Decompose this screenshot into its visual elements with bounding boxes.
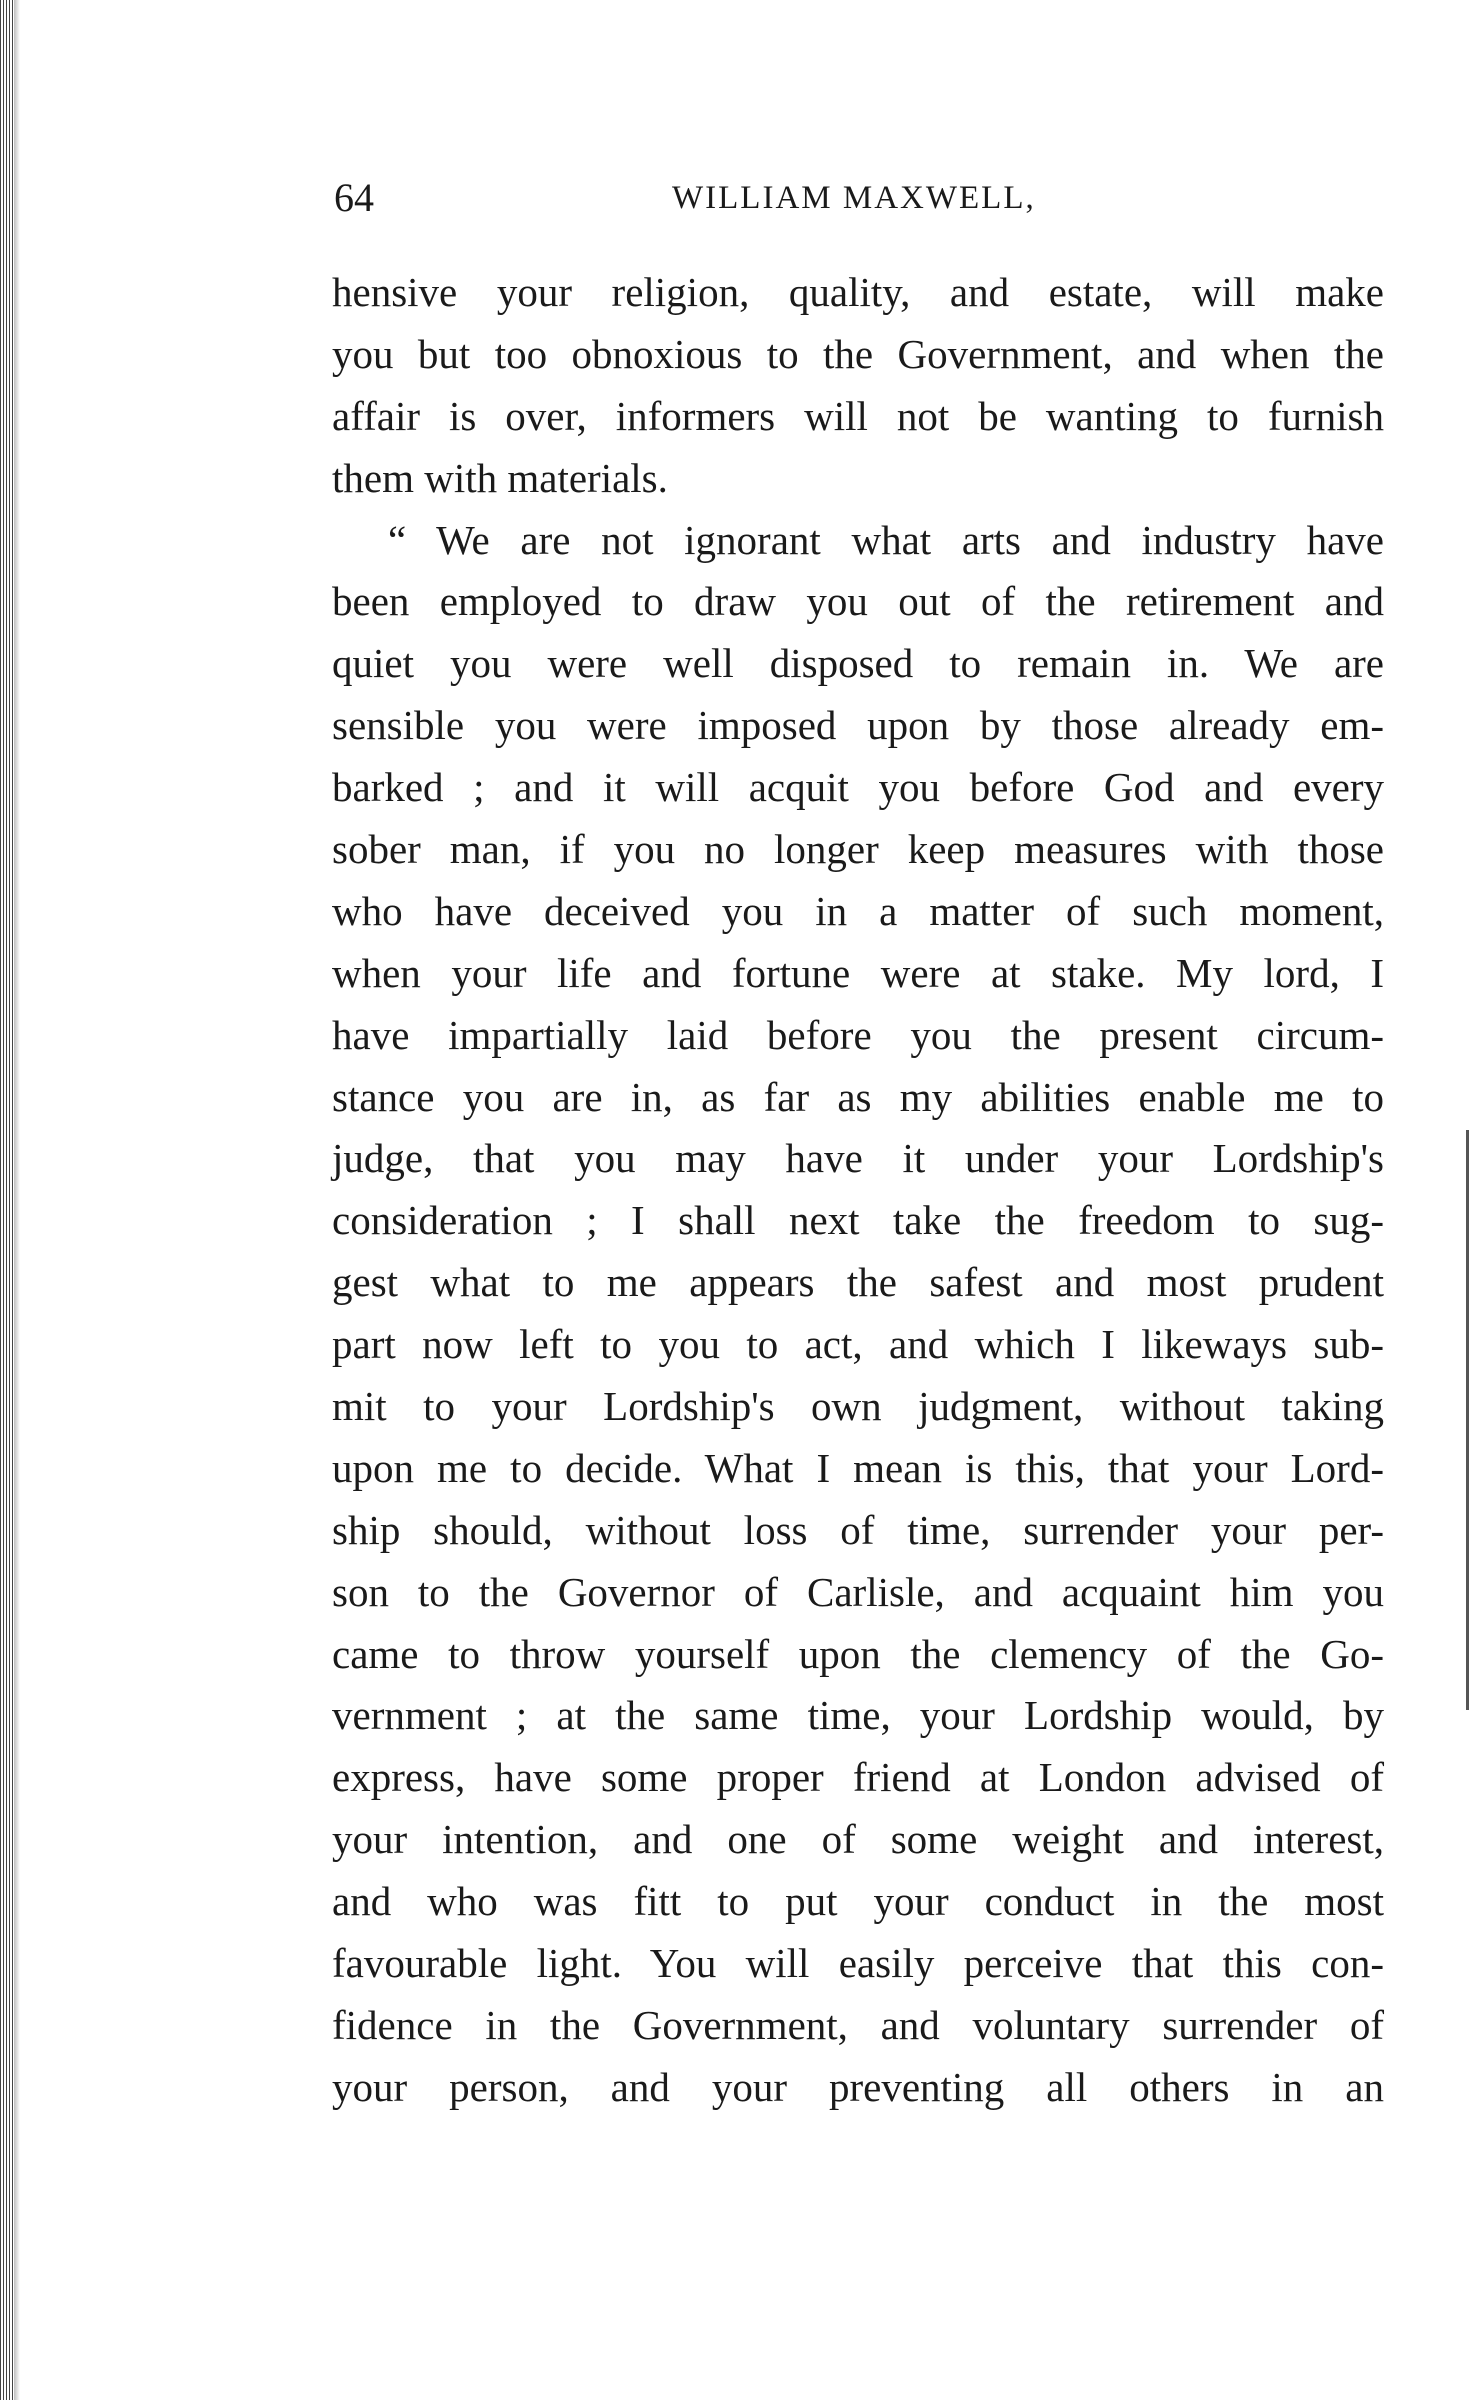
page-edge-mark bbox=[1466, 1130, 1469, 1710]
text-line: mit to your Lordship's own judgment, without taking bbox=[332, 1383, 1384, 1430]
text-line: you but too obnoxious to the Government, and when the bbox=[332, 330, 1384, 377]
text-line: came to throw yourself upon the clemency of the Go- bbox=[332, 1630, 1384, 1677]
text-line: judge, that you may have it under your Lordship's bbox=[332, 1135, 1384, 1182]
text-line: gest what to me appears the safest and most prudent bbox=[332, 1259, 1384, 1306]
text-line: been employed to draw you out of the retirement and bbox=[332, 578, 1384, 625]
text-line: favourable light. You will easily perceive that this con- bbox=[332, 1940, 1384, 1987]
text-line: consideration ; I shall next take the freedom to sug- bbox=[332, 1197, 1384, 1244]
text-line: barked ; and it will acquit you before God and every bbox=[332, 764, 1384, 811]
text-line: fidence in the Government, and voluntary surrender of bbox=[332, 2001, 1384, 2048]
page-number: 64 bbox=[334, 175, 374, 220]
text-line: upon me to decide. What I mean is this, that your Lord- bbox=[332, 1444, 1384, 1491]
binding-shadow bbox=[14, 0, 20, 2400]
text-line: express, have some proper friend at London advised of bbox=[332, 1754, 1384, 1801]
text-line: affair is over, informers will not be wanting to furnish bbox=[332, 392, 1384, 439]
text-line: them with materials. bbox=[332, 454, 668, 501]
text-line: your person, and your preventing all others in an bbox=[332, 2063, 1384, 2110]
running-head: WILLIAM MAXWELL, bbox=[672, 180, 1036, 216]
text-line: have impartially laid before you the present circum- bbox=[332, 1011, 1384, 1058]
text-line: ship should, without loss of time, surrender your per- bbox=[332, 1506, 1384, 1553]
text-line: stance you are in, as far as my abilities enable me to bbox=[332, 1073, 1384, 1120]
text-line: when your life and fortune were at stake. My lord, I bbox=[332, 949, 1384, 996]
text-line: vernment ; at the same time, your Lordship would, by bbox=[332, 1692, 1384, 1739]
text-line: quiet you were well disposed to remain in. We are bbox=[332, 640, 1384, 687]
text-line: son to the Governor of Carlisle, and acquaint him you bbox=[332, 1568, 1384, 1615]
page-header bbox=[334, 168, 1384, 228]
body-text bbox=[332, 262, 1384, 2119]
text-line: hensive your religion, quality, and estate, will make bbox=[332, 269, 1384, 315]
text-line: sensible you were imposed upon by those already em- bbox=[332, 702, 1384, 749]
text-line: your intention, and one of some weight and interest, bbox=[332, 1816, 1384, 1863]
text-line: sober man, if you no longer keep measures with those bbox=[332, 826, 1384, 873]
text-line: part now left to you to act, and which I likeways sub- bbox=[332, 1321, 1384, 1368]
text-line: who have deceived you in a matter of such moment, bbox=[332, 887, 1384, 934]
text-line: and who was fitt to put your conduct in the most bbox=[332, 1878, 1384, 1925]
binding-edge bbox=[0, 0, 14, 2400]
text-line: “ We are not ignorant what arts and industry have bbox=[388, 516, 1384, 563]
